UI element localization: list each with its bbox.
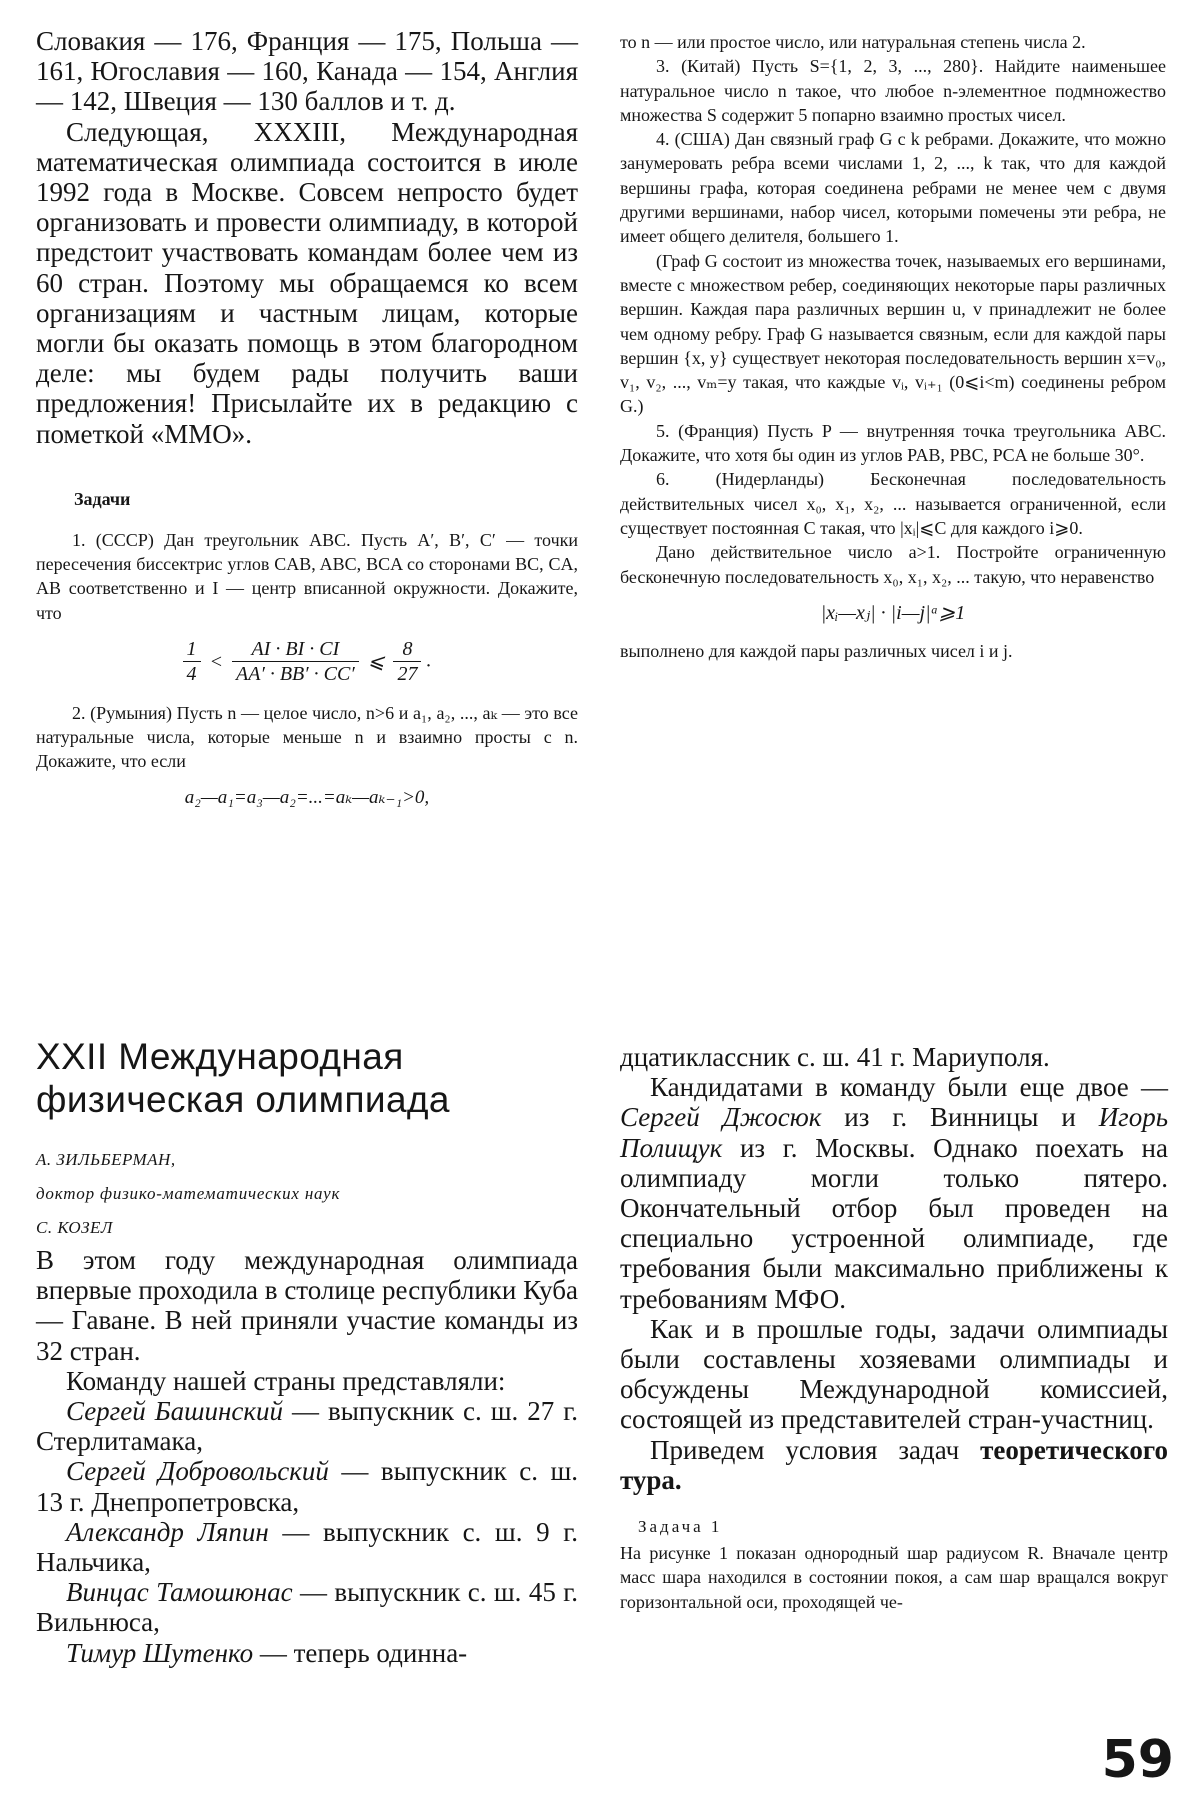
less-or-equal: ⩽ xyxy=(367,650,385,673)
team-member-1 xyxy=(36,1396,578,1456)
team-member-info: — выпускник с. ш. 13 г. Днепропетровска, xyxy=(36,1456,578,1517)
olympiad-results-text xyxy=(36,26,578,449)
candidates-paragraph xyxy=(620,1072,1168,1314)
page-number: 59 xyxy=(1101,1730,1174,1790)
text-span: из г. Москвы. Однако поехать на олимпиаду могли только пятеро. Окончательный отбор был проведен на специально устроенной олимпиаде, где требования были максимально приближены к требованиям МФО. xyxy=(620,1132,1168,1314)
team-member-name: Александр Ляпин xyxy=(66,1516,269,1547)
team-member-name: Тимур Шутенко xyxy=(66,1637,254,1668)
task-5: 5. (Франция) Пусть P — внутренняя точка треугольника ABC. Докажите, что хотя бы один из углов PAB, PBC, PCA не больше 30°. xyxy=(620,420,1166,466)
text-span: из г. Винницы и xyxy=(821,1102,1099,1133)
results-paragraph: Словакия — 176, Франция — 175, Польша — 161, Югославия — 160, Канада — 154, Англия — 142, Швеция — 130 баллов и т. д. xyxy=(36,26,578,117)
candidate-name: Сергей Джосюк xyxy=(620,1102,822,1133)
article-intro xyxy=(36,1245,578,1668)
physics-article-left xyxy=(36,1035,578,1668)
candidate-name: Игорь Полищук xyxy=(620,1102,1169,1163)
team-member-info: — выпускник с. ш. 9 г. Нальчика, xyxy=(36,1516,579,1578)
author-2: С. КОЗЕЛ xyxy=(36,1218,113,1237)
author-1: А. ЗИЛЬБЕРМАН, xyxy=(36,1150,176,1169)
task-6: 6. (Нидерланды) Бесконечная последовательность действительных чисел x₀, x₁, x₂, ... называется ограниченной, если существует постоянная C такая, что |xᵢ|⩽C для каждого i⩾0. xyxy=(620,469,1166,538)
frac-num: AI · BI · CI xyxy=(232,637,359,662)
team-member-info: — выпускник с. ш. 27 г. Стерлитамака, xyxy=(36,1396,578,1457)
task-3: 3. (Китай) Пусть S={1, 2, 3, ..., 280}. Найдите наименьшее натуральное число n такое, что любое n-элементное подмножество множества S содержит 5 попарно взаимно простых чисел. xyxy=(620,56,1166,125)
article-title-line-1: XXII Международная xyxy=(36,1036,404,1077)
team-member-2 xyxy=(36,1456,578,1516)
left-top-column xyxy=(36,26,578,824)
task-6-part-c: выполнено для каждой пары различных чисел i и j. xyxy=(620,641,1013,662)
article-continued-line: дцатиклассник с. ш. 41 г. Мариуполя. xyxy=(620,1042,1050,1072)
right-top-column xyxy=(620,30,1166,663)
team-member-5 xyxy=(36,1638,578,1668)
team-member-name: Сергей Добровольский xyxy=(66,1456,329,1487)
formula-1-left-fraction xyxy=(183,637,201,687)
task-4: 4. (США) Дан связный граф G с k ребрами. Докажите, что можно занумеровать ребра всеми числами 1, 2, ..., k так, что для каждой вершины графа, которая соединена ребрами не менее чем с двумя другими вершинами, набор чисел, которыми помечены эти ребра, не имеет общего делителя, большего 1. xyxy=(620,129,1166,247)
article-title xyxy=(36,1035,578,1121)
formula-end: . xyxy=(426,649,432,672)
task-4-note: (Граф G состоит из множества точек, называемых его вершинами, вместе с множеством ребер, соединяющих некоторые пары различных вершин. Каждая пара различных вершин u, v принадлежит не более чем одному ребру. Граф G называется связным, если для каждой пары вершин {x, y} существует некоторая последовательность вершин x=v₀, v₁, v₂, ..., vₘ=y такая, что каждые vᵢ, vᵢ₊₁ (0⩽i<m) соединены ребром G.) xyxy=(620,250,1166,417)
team-member-info: — выпускник с. ш. 45 г. Вильнюса, xyxy=(36,1577,578,1638)
theory-tour-paragraph xyxy=(620,1435,1168,1495)
frac-den: 4 xyxy=(186,663,197,686)
tasks-origin-paragraph: Как и в прошлые годы, задачи олимпиады были составлены хозяевами олимпиады и обсуждены Международной комиссией, состоящей из представителей стран-участниц. xyxy=(620,1313,1168,1435)
formula-1-mid-fraction xyxy=(232,637,359,687)
task-1: 1. (СССР) Дан треугольник ABC. Пусть A′, B′, C′ — точки пересечения биссектрис углов CAB, ABC, BCA со сторонами BC, CA, AB соответственно и I — центр вписанной окружности. Докажите, что xyxy=(36,529,578,623)
formula-1 xyxy=(36,637,578,687)
formula-3: |xᵢ—xⱼ| · |i—j|ᵃ⩾1 xyxy=(820,601,966,624)
task-2-end: то n — или простое число, или натуральная степень числа 2. xyxy=(620,32,1086,52)
team-member-3 xyxy=(36,1517,578,1577)
frac-num: 1 xyxy=(183,637,201,662)
team-member-name: Сергей Башинский xyxy=(66,1396,284,1427)
author-1-title: доктор физико-математических наук xyxy=(36,1184,341,1203)
formula-2: a₂—a₁=a₃—a₂=...=aₖ—aₖ₋₁>0, xyxy=(184,786,430,808)
frac-den: 27 xyxy=(397,663,418,686)
physics-task-1-heading: Задача 1 xyxy=(638,1517,723,1537)
article-paragraph-1: В этом году международная олимпиада впервые проходила в столице республики Куба — Гаване. В ней приняли участие команды из 32 стран. xyxy=(36,1245,578,1366)
formula-1-right-fraction xyxy=(393,637,421,687)
team-member-info: — теперь одинна- xyxy=(253,1637,468,1668)
physics-task-1-text: На рисунке 1 показан однородный шар радиусом R. Вначале центр масс шара находился в состоянии покоя, а сам шар вращался вокруг горизонтальной оси, проходящей че- xyxy=(620,1543,1168,1612)
physics-task-1 xyxy=(620,1541,1168,1614)
physics-article-right xyxy=(620,1042,1168,1614)
tasks-heading: Задачи xyxy=(74,488,131,509)
task-6-part-b: Дано действительное число a>1. Постройте ограниченную бесконечную последовательность x₀, x₁, x₂, ... такую, что неравенство xyxy=(620,542,1166,587)
article-title-line-2: физическая олимпиада xyxy=(36,1079,450,1120)
less-than: < xyxy=(209,650,224,673)
team-member-4 xyxy=(36,1577,578,1637)
text-span: Кандидатами в команду были еще двое — xyxy=(650,1072,1168,1103)
text-span: Приведем условия задач xyxy=(650,1434,981,1465)
frac-den: AA′ · BB′ · CC′ xyxy=(236,663,355,686)
team-member-name: Винцас Тамошюнас xyxy=(66,1577,293,1608)
frac-num: 8 xyxy=(393,637,421,662)
task-2: 2. (Румыния) Пусть n — целое число, n>6 и a₁, a₂, ..., aₖ — это все натуральные числа, которые меньше n и взаимно просты с n. Докажите, что если xyxy=(36,702,578,772)
next-olympiad-paragraph: Следующая, XXXIII, Международная математическая олимпиада состоится в июле 1992 года в Москве. Совсем непросто будет организовать и провести олимпиаду, в которой предстоит участвовать командам более чем из 60 стран. Поэтому мы обращаемся ко всем организациям и частным лицам, которые могли бы оказать помощь в этом благородном деле: мы будем рады получить ваши предложения! Присылайте их в редакцию с пометкой «ММО». xyxy=(36,116,578,449)
article-continued xyxy=(620,1042,1168,1495)
theory-tour-label: теоретического тура. xyxy=(620,1434,1168,1495)
math-tasks-left xyxy=(36,528,578,810)
article-paragraph-2: Команду нашей страны представляли: xyxy=(66,1365,506,1396)
